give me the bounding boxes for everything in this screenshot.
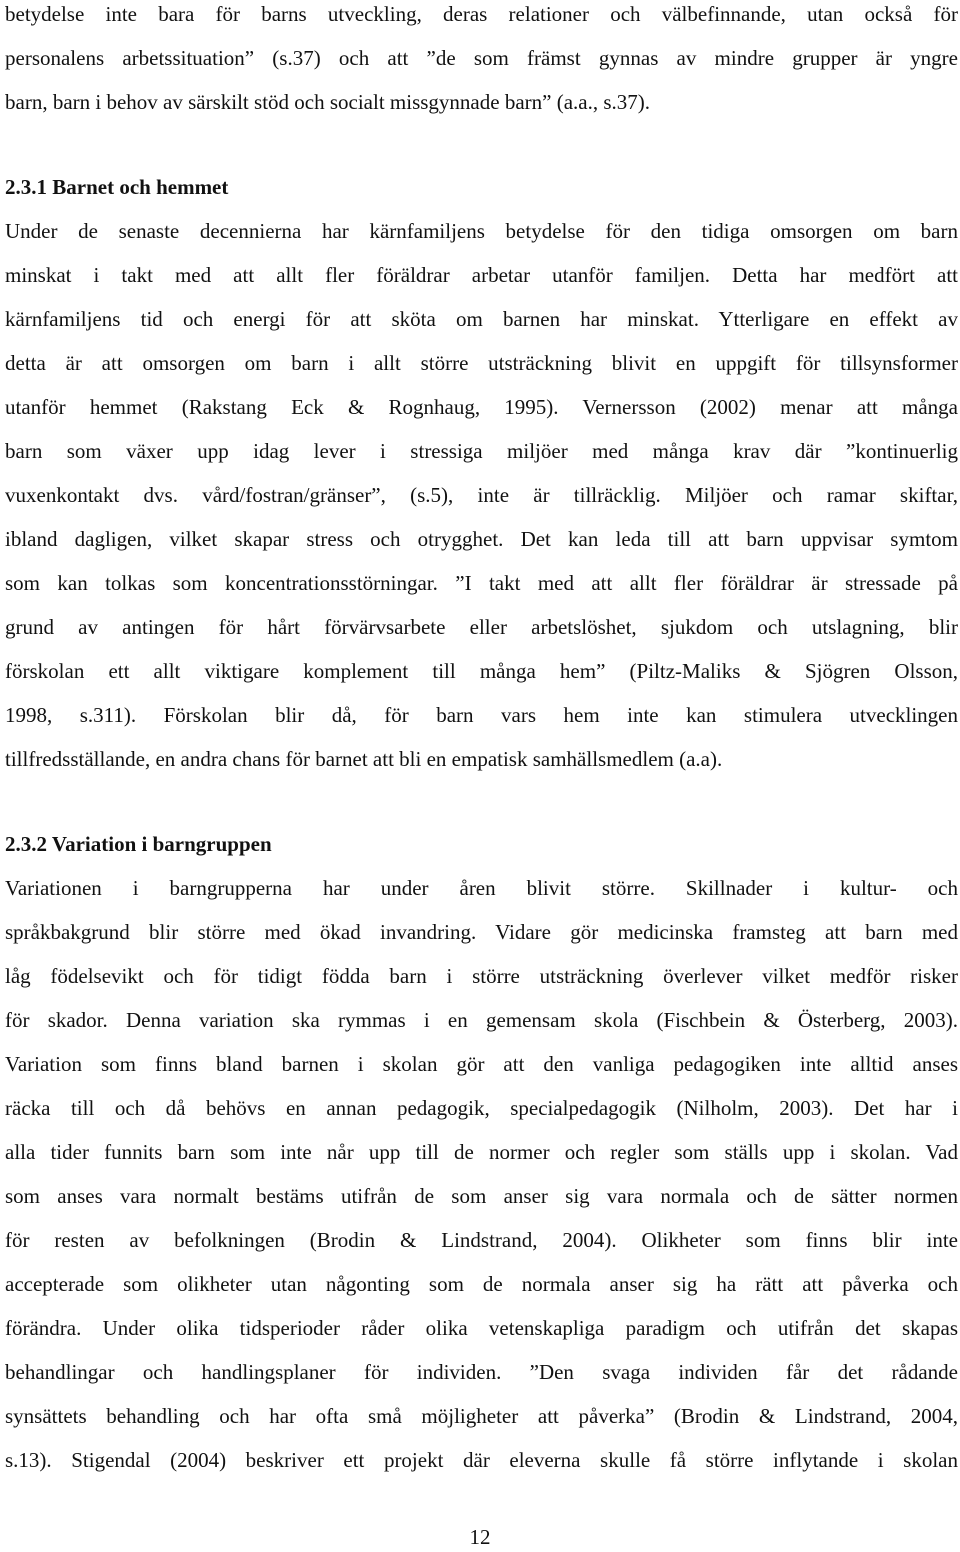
text-line: ibland dagligen, vilket skapar stress och otrygghet. Det kan leda till att barn uppvisar symtom bbox=[5, 527, 958, 551]
text-line: 1998, s.311). Förskolan blir då, för barn vars hem inte kan stimulera utvecklingen bbox=[5, 703, 958, 727]
text-line: vuxenkontakt dvs. vård/fostran/gränser”, (s.5), inte är tillräcklig. Miljöer och ramar skiftar, bbox=[5, 483, 958, 507]
text-line: personalens arbetssituation” (s.37) och att ”de som främst gynnas av mindre grupper är yngre bbox=[5, 46, 958, 70]
text-line: minskat i takt med att allt fler föräldrar arbetar utanför familjen. Detta har medfört att bbox=[5, 263, 958, 287]
text-line: alla tider funnits barn som inte når upp till de normer och regler som ställs upp i skolan. Vad bbox=[5, 1140, 958, 1164]
text-line: grund av antingen för hårt förvärvsarbete eller arbetslöshet, sjukdom och utslagning, blir bbox=[5, 615, 958, 639]
text-line: räcka till och då behövs en annan pedagogik, specialpedagogik (Nilholm, 2003). Det har i bbox=[5, 1096, 958, 1120]
text-line: som anses vara normalt bestäms utifrån de som anser sig vara normala och de sätter normen bbox=[5, 1184, 958, 1208]
text-line: tillfredsställande, en andra chans för barnet att bli en empatisk samhällsmedlem (a.a). bbox=[5, 747, 723, 771]
section-heading: 2.3.2 Variation i barngruppen bbox=[5, 832, 272, 856]
text-line: Under de senaste decennierna har kärnfamiljens betydelse för den tidiga omsorgen om barn bbox=[5, 219, 958, 243]
text-line: utanför hemmet (Rakstang Eck & Rognhaug, 1995). Vernersson (2002) menar att många bbox=[5, 395, 958, 419]
text-line: accepterade som olikheter utan någonting som de normala anser sig ha rätt att påverka och bbox=[5, 1272, 958, 1296]
text-line: betydelse inte bara för barns utveckling, deras relationer och välbefinnande, utan också för bbox=[5, 2, 958, 26]
text-line: förändra. Under olika tidsperioder råder olika vetenskapliga paradigm och utifrån det skapas bbox=[5, 1316, 958, 1340]
text-line: för resten av befolkningen (Brodin & Lindstrand, 2004). Olikheter som finns blir inte bbox=[5, 1228, 958, 1252]
text-line: kärnfamiljens tid och energi för att sköta om barnen har minskat. Ytterligare en effekt av bbox=[5, 307, 958, 331]
text-line: som kan tolkas som koncentrationsstörningar. ”I takt med att allt fler föräldrar är stressade på bbox=[5, 571, 958, 595]
text-line: Variation som finns bland barnen i skolan gör att den vanliga pedagogiken inte alltid anses bbox=[5, 1052, 958, 1076]
text-line: låg födelsevikt och för tidigt födda barn i större utsträckning överlever vilket medför risker bbox=[5, 964, 958, 988]
text-line: behandlingar och handlingsplaner för individen. ”Den svaga individen får det rådande bbox=[5, 1360, 958, 1384]
page-number: 12 bbox=[469, 1525, 491, 1549]
text-line: s.13). Stigendal (2004) beskriver ett projekt där eleverna skulle få större inflytande i skolan bbox=[5, 1448, 958, 1472]
text-line: språkbakgrund blir större med ökad invandring. Vidare gör medicinska framsteg att barn med bbox=[5, 920, 958, 944]
text-line: barn, barn i behov av särskilt stöd och socialt missgynnade barn” (a.a., s.37). bbox=[5, 90, 651, 114]
text-line: synsättets behandling och har ofta små möjligheter att påverka” (Brodin & Lindstrand, 2004, bbox=[5, 1404, 958, 1428]
text-line: Variationen i barngrupperna har under åren blivit större. Skillnader i kultur- och bbox=[5, 876, 958, 900]
text-line: detta är att omsorgen om barn i allt större utsträckning blivit en uppgift för tillsynsformer bbox=[5, 351, 958, 375]
text-line: förskolan ett allt viktigare komplement till många hem” (Piltz-Maliks & Sjögren Olsson, bbox=[5, 659, 958, 683]
text-line: för skador. Denna variation ska rymmas i en gemensam skola (Fischbein & Österberg, 2003). bbox=[5, 1008, 958, 1032]
section-heading: 2.3.1 Barnet och hemmet bbox=[5, 175, 229, 199]
text-line: barn som växer upp idag lever i stressiga miljöer med många krav där ”kontinuerlig bbox=[5, 439, 958, 463]
